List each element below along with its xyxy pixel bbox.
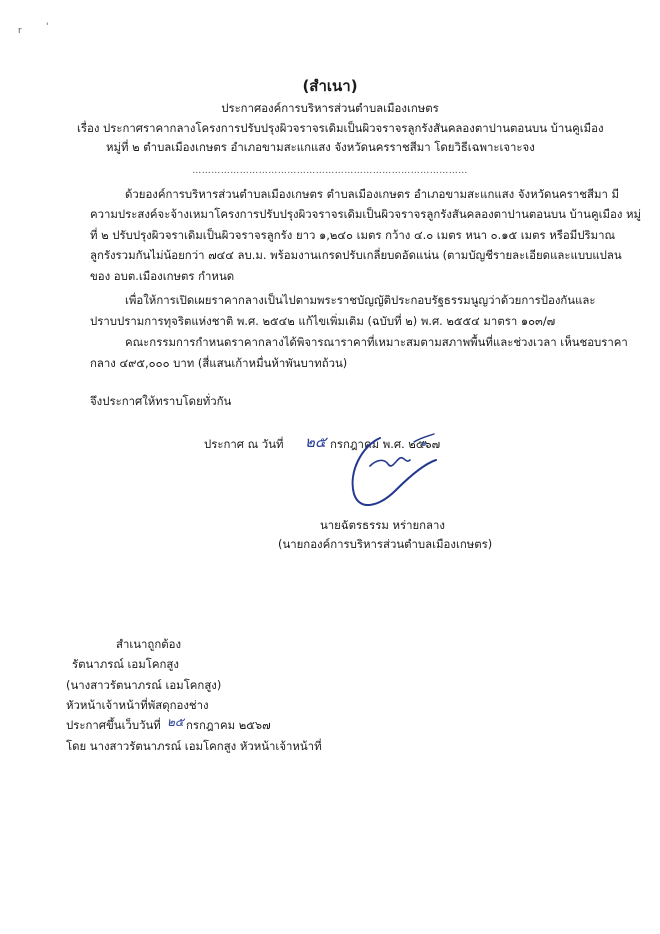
paragraph-2-line-2: ปราบปรามการทุจริตแห่งชาติ พ.ศ. ๒๕๔๒ แก้ไขเพิ่มเติม (ฉบับที่ ๒) พ.ศ. ๒๕๕๔ มาตรา ๑๐๓/๗ <box>90 314 556 328</box>
paragraph-1-line-1: ด้วยองค์การบริหารส่วนตำบลเมืองเกษตร ตำบลเมืองเกษตร อำเภอขามสะแกแสง จังหวัดนคราชสีมา มี <box>125 187 620 201</box>
subject-line-1: เรื่อง ประกาศราคากลางโครงการปรับปรุงผิวจราจรเดิมเป็นผิวจราจรลูกรังสันคลองตาปานตอนบน บ้านคูเมือง <box>77 121 604 135</box>
paragraph-1-line-3: ที่ ๒ ปรับปรุงผิวจราเดิมเป็นผิวจราจรลูกรัง ยาว ๑,๒๔๐ เมตร กว้าง ๔.๐ เมตร หนา ๐.๑๕ เมตร หรือมีปริมาณ <box>90 228 616 242</box>
paragraph-1-line-4: ลูกรังรวมกันไม่น้อยกว่า ๗๔๔ ลบ.ม. พร้อมงานเกรดปรับเกลี่ยบดอัดแน่น (ตามบัญชีรายละเอียดและแบบแปลน <box>90 248 622 262</box>
certified-position: หัวหน้าเจ้าหน้าที่พัสดุกองช่าง <box>66 698 209 712</box>
signatory-position: (นายกองค์การบริหารส่วนตำบลเมืองเกษตร) <box>278 537 493 551</box>
signature-mark <box>340 420 450 520</box>
announce-date-prefix: ประกาศ ณ วันที่ <box>204 437 284 451</box>
copy-title: (สำเนา) <box>302 77 358 95</box>
paragraph-1-line-5: ของ อบต.เมืองเกษตร กำหนด <box>90 269 235 283</box>
margin-mark: r <box>18 26 22 36</box>
posted-by-line: โดย นางสาวรัตนาภรณ์ เอมโคกสูง หัวหน้าเจ้าหน้าที่ <box>66 739 322 753</box>
closing-statement: จึงประกาศให้ทราบโดยทั่วกัน <box>90 394 232 408</box>
posted-month-year: กรกฎาคม ๒๕๖๗ <box>186 718 271 732</box>
paragraph-3-line-2: กลาง ๔๙๕,๐๐๐ บาท (สี่แสนเก้าหมื่นห้าพันบาทถ้วน) <box>90 356 348 370</box>
announce-month-year: กรกฎาคม พ.ศ. ๒๕๖๗ <box>330 437 441 451</box>
paragraph-2-line-1: เพื่อให้การเปิดเผยราคากลางเป็นไปตามพระราชบัญญัติประกอบรัฐธรรมนูญว่าด้วยการป้องกันและ <box>125 293 596 307</box>
separator-dots: …………………………………………………………………………… <box>192 166 468 176</box>
posted-day-handwritten: ๒๕ <box>167 715 184 729</box>
paragraph-3-line-1: คณะกรรมการกำหนดราคากลางได้พิจารณาราคาที่เหมาะสมตามสภาพพื้นที่และช่วงเวลา เห็นชอบราคา <box>125 335 628 349</box>
posted-date-prefix: ประกาศขึ้นเว็บวันที่ <box>66 718 161 732</box>
org-announcement-title: ประกาศองค์การบริหารส่วนตำบลเมืองเกษตร <box>221 101 439 115</box>
announce-day-handwritten: ๒๕ <box>305 433 327 451</box>
certified-sign-name: รัตนาภรณ์ เอมโคกสูง <box>72 657 179 671</box>
paragraph-1-line-2: ความประสงค์จะจ้างเหมาโครงการปรับปรุงผิวจราจรเดิมเป็นผิวจราจรลูกรังสันคลองตาปานตอนบน บ้านคูเมือง หมู่ <box>90 207 642 221</box>
margin-mark: ' <box>46 22 49 32</box>
certified-copy-title: สำเนาถูกต้อง <box>116 637 182 651</box>
signatory-name: นายฉัตรธรรม หร่ายกลาง <box>320 518 445 532</box>
certified-full-name: (นางสาวรัตนาภรณ์ เอมโคกสูง) <box>66 678 222 692</box>
subject-line-2: หมู่ที่ ๒ ตำบลเมืองเกษตร อำเภอขามสะแกแสง จังหวัดนครราชสีมา โดยวิธีเฉพาะเจาะจง <box>106 140 535 154</box>
